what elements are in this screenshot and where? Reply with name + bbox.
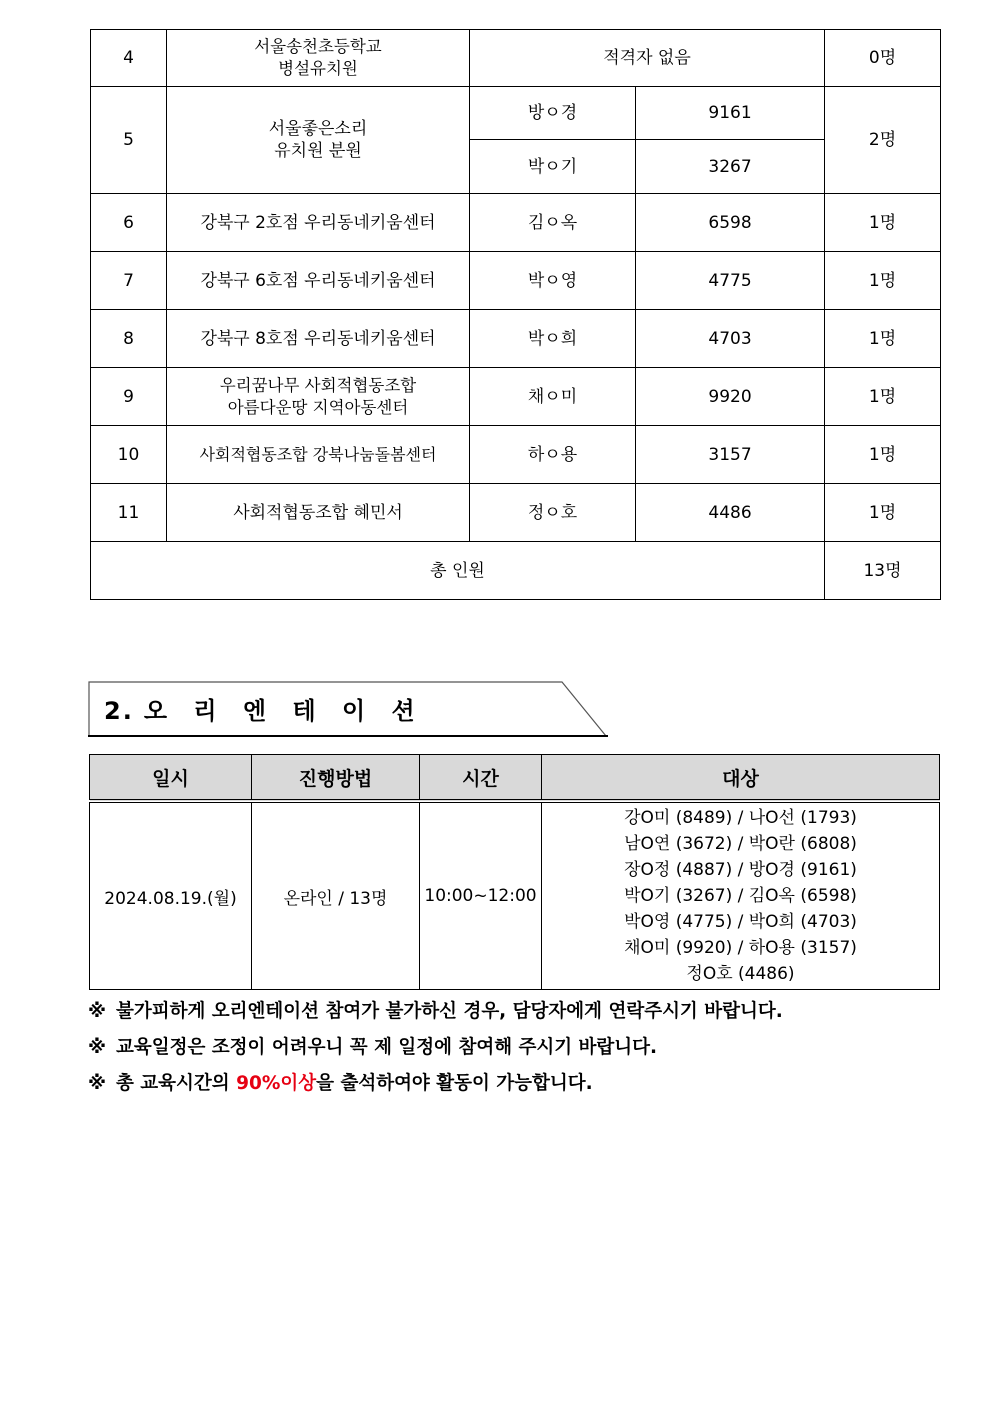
notes [88,998,783,1106]
note-highlight: 90%이상 [236,1073,317,1094]
note-item [88,1070,783,1106]
org-name: 사회적협동조합 강북나눔돌봄센터 [167,426,470,484]
count-cell: 0명 [825,30,941,87]
org-name: 강북구 6호점 우리동네키움센터 [167,252,470,310]
row-number: 8 [91,310,167,368]
org-name-line: 서울좋은소리 [268,119,368,139]
person-code: 4703 [636,310,825,368]
org-name-line: 병설유치원 [278,59,358,78]
section-heading [88,681,608,737]
note-item [88,998,783,1034]
date-cell: 2024.08.19.(월) [90,801,252,990]
person-name: 김ㅇ옥 [470,194,636,252]
count-cell: 1명 [825,484,941,542]
orientation-table [89,754,940,990]
table-row [90,801,940,990]
org-name [167,87,470,194]
no-match-cell: 적격자 없음 [470,30,825,87]
table-row [91,426,941,484]
person-name: 하ㅇ용 [470,426,636,484]
header-time: 시간 [420,755,542,802]
person-name: 박ㅇ희 [470,310,636,368]
person-code: 9920 [636,368,825,426]
person-code: 4775 [636,252,825,310]
person-name: 방ㅇ경 [470,87,636,140]
table-row [91,87,941,140]
reference-mark-icon: ※ [88,1037,106,1058]
person-code: 6598 [636,194,825,252]
targets-cell [542,801,940,990]
org-name: 강북구 2호점 우리동네키움센터 [167,194,470,252]
row-number: 5 [91,87,167,194]
note-text: 총 교육시간의 [116,1073,237,1094]
total-label: 총 인원 [91,542,825,600]
note-item [88,1034,783,1070]
method-cell: 온라인 / 13명 [252,801,420,990]
row-number: 4 [91,30,167,87]
target-line: 박O영 (4775) / 박O희 (4703) [624,912,857,932]
participants-table [90,29,941,600]
target-line: 장O정 (4887) / 방O경 (9161) [624,860,857,880]
section-title [104,691,424,726]
target-line: 정O호 (4486) [686,964,795,984]
org-name: 사회적협동조합 혜민서 [167,484,470,542]
count-cell: 1명 [825,368,941,426]
count-cell: 1명 [825,426,941,484]
org-name-line: 유치원 분원 [274,141,362,161]
org-name [167,368,470,426]
org-name [167,30,470,87]
org-name-line: 우리꿈나무 사회적협동조합 [219,375,417,395]
person-code: 4486 [636,484,825,542]
time-cell: 10:00~12:00 [420,801,542,990]
row-number: 7 [91,252,167,310]
person-code: 3157 [636,426,825,484]
target-line: 채O미 (9920) / 하O용 (3157) [624,938,857,958]
count-cell: 1명 [825,252,941,310]
table-row [91,194,941,252]
section-number: 2. [104,697,134,725]
header-targets: 대상 [542,755,940,802]
person-name: 정ㅇ호 [470,484,636,542]
header-date: 일시 [90,755,252,802]
person-name: 박ㅇ영 [470,252,636,310]
target-line: 남O연 (3672) / 박O란 (6808) [624,834,857,854]
row-number: 6 [91,194,167,252]
person-code: 9161 [636,87,825,140]
table-row [91,368,941,426]
count-cell: 1명 [825,310,941,368]
reference-mark-icon: ※ [88,1073,106,1094]
table-row [91,484,941,542]
table-row [91,30,941,87]
total-count: 13명 [825,542,941,600]
total-row [91,542,941,600]
count-cell: 2명 [825,87,941,194]
row-number: 9 [91,368,167,426]
person-name: 박ㅇ기 [470,140,636,194]
count-cell: 1명 [825,194,941,252]
note-text: 교육일정은 조정이 어려우니 꼭 제 일정에 참여해 주시기 바랍니다. [116,1037,658,1058]
note-text: 을 출석하여야 활동이 가능합니다. [316,1073,593,1094]
table-row [91,252,941,310]
note-text: 불가피하게 오리엔테이션 참여가 불가하신 경우, 담당자에게 연락주시기 바랍니다. [116,1001,783,1022]
table-row [91,310,941,368]
person-name: 채ㅇ미 [470,368,636,426]
section-title-text: 오 리 엔 테 이 션 [143,697,424,725]
reference-mark-icon: ※ [88,1001,106,1022]
header-row [90,755,940,802]
row-number: 11 [91,484,167,542]
org-name-line: 서울송천초등학교 [254,37,382,56]
target-line: 박O기 (3267) / 김O옥 (6598) [624,886,857,906]
org-name: 강북구 8호점 우리동네키움센터 [167,310,470,368]
person-code: 3267 [636,140,825,194]
header-method: 진행방법 [252,755,420,802]
org-name-line: 아름다운땅 지역아동센터 [227,397,409,417]
row-number: 10 [91,426,167,484]
target-line: 강O미 (8489) / 나O선 (1793) [624,808,857,828]
